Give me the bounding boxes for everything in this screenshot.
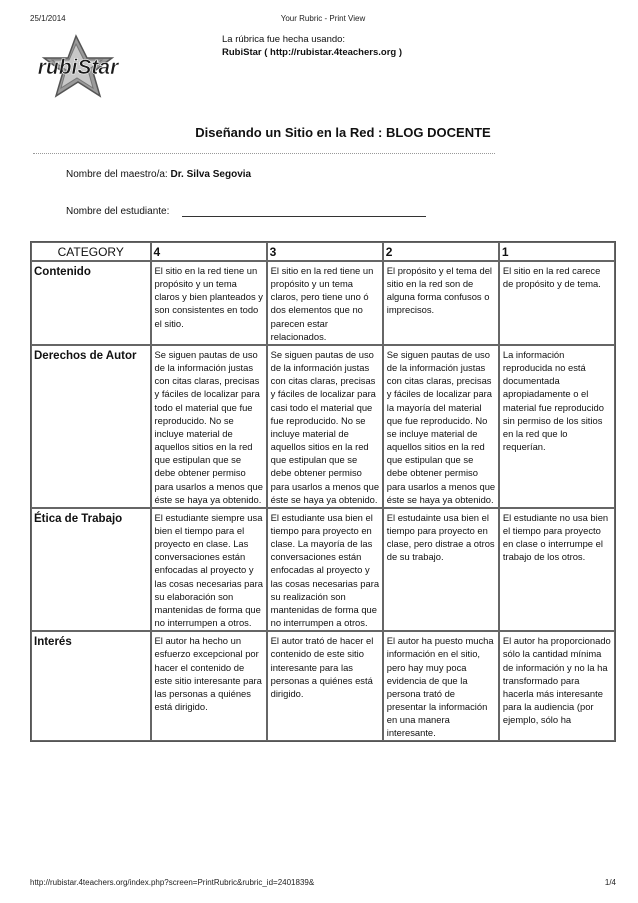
footer-page-number: 1/4 [604, 878, 616, 887]
descriptor-cell: El propósito y el tema del sitio en la red son de alguna forma confusos o imprecisos. [383, 261, 499, 345]
descriptor-cell: El estudainte usa bien el tiempo para proyecto en clase, pero distrae a otros de su trabajo. [383, 508, 499, 631]
descriptor-cell: El autor ha puesto mucha información en el sitio, pero hay muy poca evidencia de que la persona trató de presentar la información en una manera interesante. [383, 631, 499, 741]
table-row [31, 631, 615, 741]
header-category: CATEGORY [31, 242, 151, 261]
divider [33, 153, 495, 154]
header-score-2: 2 [383, 242, 499, 261]
descriptor-cell: La información reproducida no está documentada apropiadamente o el material fue reproducido sin permiso de los sitios en la red que lo requerían. [499, 345, 615, 508]
rubistar-star-logo-icon [30, 34, 130, 104]
credit-line2: RubiStar ( http://rubistar.4teachers.org ) [222, 47, 402, 58]
category-cell: Interés [31, 631, 151, 741]
student-info [66, 206, 426, 217]
teacher-name: Dr. Silva Segovia [170, 169, 252, 180]
descriptor-cell: El estudiante usa bien el tiempo para proyecto en clase. La mayoría de las conversaciones están enfocadas al proyecto y las cosas necesarias para su realización son mantenidas de forma que no interrumpen a otros. [267, 508, 383, 631]
descriptor-cell: Se siguen pautas de uso de la información justas con citas claras, precisas y fáciles de localizar para la mayoría del material que fue reproducido. No se incluye material de aquellos sitios en la red que estipulan que se debe obtener permiso para usarlos a menos que éste se haya ya obtenido. [383, 345, 499, 508]
print-date: 25/1/2014 [30, 14, 66, 23]
header-score-1: 1 [499, 242, 615, 261]
descriptor-cell: El autor ha proporcionado sólo la cantidad mínima de información y no la ha transformado para hacerla más interesante para la audiencia (por ejemplo, sólo ha [499, 631, 615, 741]
descriptor-cell: El autor ha hecho un esfuerzo excepcional por hacer el contenido de este sitio interesante para las personas a quiénes está dirigido. [151, 631, 267, 741]
descriptor-cell: Se siguen pautas de uso de la información justas con citas claras, precisas y fáciles de localizar para todo el material que fue reproducido. No se incluye material de aquellos sitios en la red que estipulan que se debe obtener permiso para usarlos a menos que éste se haya ya obtenido. [151, 345, 267, 508]
category-cell: Derechos de Autor [31, 345, 151, 508]
descriptor-cell: El estudiante siempre usa bien el tiempo para el proyecto en clase. Las conversaciones están enfocadas al proyecto y las cosas necesarias para su elaboración son mantenidas de forma que no interrumpen a otros. [151, 508, 267, 631]
student-name-line [182, 206, 426, 217]
print-header [30, 14, 616, 28]
logo-text: rubiStar [37, 56, 119, 79]
table-row [31, 508, 615, 631]
credit-note [222, 33, 402, 59]
teacher-info [66, 169, 251, 180]
descriptor-cell: El sitio en la red carece de propósito y de tema. [499, 261, 615, 345]
descriptor-cell: El sitio en la red tiene un propósito y un tema claros y bien planteados y son consistentes en todo el sitio. [151, 261, 267, 345]
rubric-title: Diseñando un Sitio en la Red : BLOG DOCENTE [195, 125, 491, 140]
header-score-3: 3 [267, 242, 383, 261]
table-row [31, 261, 615, 345]
table-row [31, 345, 615, 508]
descriptor-cell: Se siguen pautas de uso de la información justas con citas claras, precisas y fáciles de localizar para casi todo el material que fue reproducido. No se incluye material de aquellos sitios en la red que estipulan que se debe obtener permiso para usarlos a menos que éste se haya ya obtenido. [267, 345, 383, 508]
category-cell: Contenido [31, 261, 151, 345]
descriptor-cell: El estudiante no usa bien el tiempo para proyecto en clase o interrumpe el trabajo de los otros. [499, 508, 615, 631]
teacher-label: Nombre del maestro/a: [66, 169, 168, 180]
descriptor-cell: El sitio en la red tiene un propósito y un tema claros, pero tiene uno ó dos elementos que no parecen estar relacionados. [267, 261, 383, 345]
descriptor-cell: El autor trató de hacer el contenido de este sitio interesante para las personas a quiénes está dirigido. [267, 631, 383, 741]
category-cell: Ética de Trabajo [31, 508, 151, 631]
print-footer [30, 878, 616, 892]
rubric-table [30, 241, 616, 742]
print-title: Your Rubric - Print View [280, 14, 366, 23]
credit-line1: La rúbrica fue hecha usando: [222, 34, 346, 45]
student-label: Nombre del estudiante: [66, 206, 170, 217]
rubistar-logo [30, 34, 130, 104]
page-cutoff [0, 868, 638, 878]
table-header-row [31, 242, 615, 261]
header-score-4: 4 [151, 242, 267, 261]
footer-url: http://rubistar.4teachers.org/index.php?screen=PrintRubric&rubric_id=2401839& [30, 878, 315, 887]
